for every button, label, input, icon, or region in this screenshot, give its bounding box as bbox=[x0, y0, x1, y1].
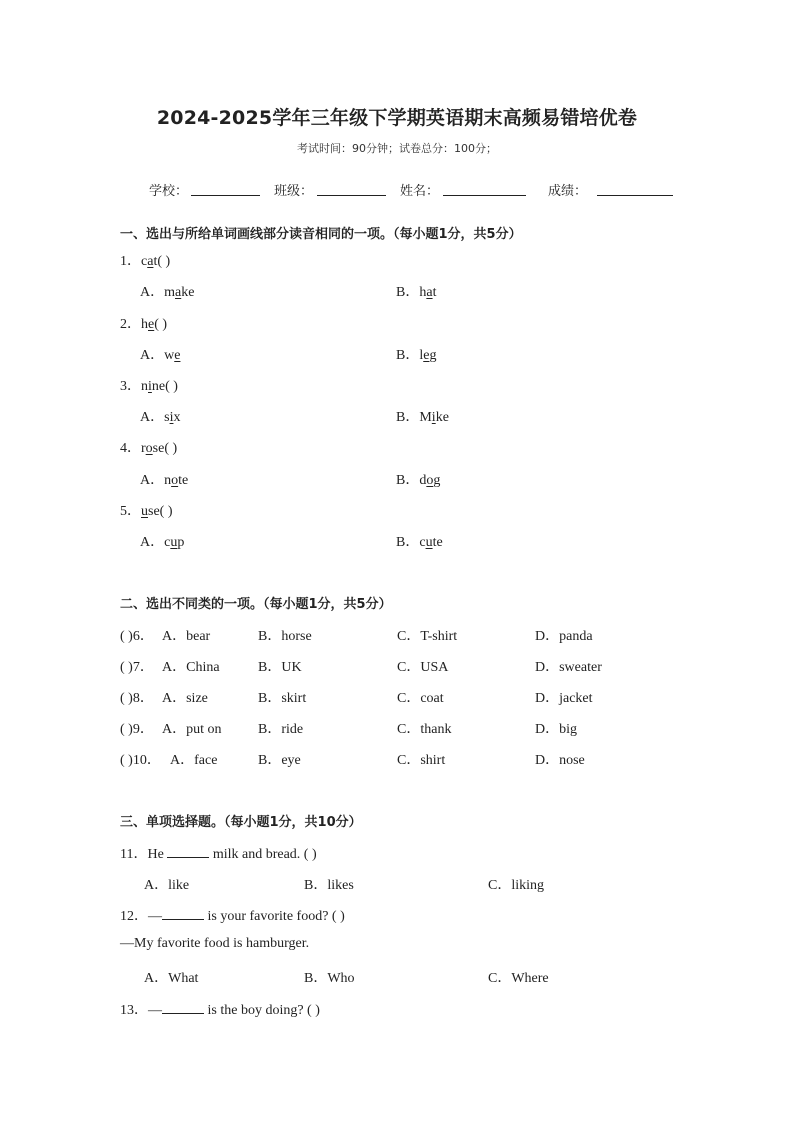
option-9d[interactable]: D．big bbox=[535, 722, 577, 737]
answer-blank[interactable] bbox=[162, 907, 204, 920]
question-9-paren[interactable]: ( )9． bbox=[120, 722, 154, 737]
option-5b[interactable]: B．cute bbox=[396, 535, 443, 550]
option-7a[interactable]: A．China bbox=[162, 660, 220, 675]
option-6b[interactable]: B．horse bbox=[258, 629, 312, 644]
option-1a[interactable]: A．make bbox=[140, 285, 195, 300]
option-10b[interactable]: B．eye bbox=[258, 753, 301, 768]
name-field[interactable] bbox=[443, 195, 526, 196]
option-11a[interactable]: A．like bbox=[144, 878, 190, 893]
option-12c[interactable]: C．Where bbox=[488, 971, 549, 986]
option-8c[interactable]: C．coat bbox=[397, 691, 444, 706]
option-4a[interactable]: A．note bbox=[140, 473, 189, 488]
option-8d[interactable]: D．jacket bbox=[535, 691, 593, 706]
option-3b[interactable]: B．Mike bbox=[396, 410, 449, 425]
answer-blank[interactable] bbox=[162, 1001, 204, 1014]
option-12a[interactable]: A．What bbox=[144, 971, 199, 986]
option-9b[interactable]: B．ride bbox=[258, 722, 304, 737]
answer-blank[interactable] bbox=[167, 845, 209, 858]
class-field[interactable] bbox=[317, 195, 386, 196]
option-4b[interactable]: B．dog bbox=[396, 473, 441, 488]
question-10-paren[interactable]: ( )10． bbox=[120, 753, 161, 768]
question-13: 13．— is the boy doing? ( ) bbox=[120, 1003, 320, 1018]
option-2a[interactable]: A．we bbox=[140, 348, 181, 363]
option-7c[interactable]: C．USA bbox=[397, 660, 449, 675]
school-field[interactable] bbox=[191, 195, 260, 196]
section-2-heading: 二、选出不同类的一项。（每小题1分，共5分） bbox=[120, 597, 392, 612]
option-12b[interactable]: B．Who bbox=[304, 971, 355, 986]
school-label: 学校： bbox=[149, 184, 189, 199]
option-7b[interactable]: B．UK bbox=[258, 660, 302, 675]
option-10a[interactable]: A．face bbox=[170, 753, 218, 768]
score-field[interactable] bbox=[597, 195, 673, 196]
option-1b[interactable]: B．hat bbox=[396, 285, 437, 300]
option-6a[interactable]: A．bear bbox=[162, 629, 211, 644]
question-12-response: —My favorite food is hamburger. bbox=[120, 936, 310, 951]
option-2b[interactable]: B．leg bbox=[396, 348, 437, 363]
option-7d[interactable]: D．sweater bbox=[535, 660, 602, 675]
question-5: 5．use( ) bbox=[120, 504, 173, 519]
question-8-paren[interactable]: ( )8． bbox=[120, 691, 154, 706]
page-title: 2024-2025学年三年级下学期英语期末高频易错培优卷 bbox=[156, 107, 638, 129]
class-label: 班级： bbox=[274, 184, 314, 199]
section-3-heading: 三、单项选择题。（每小题1分，共10分） bbox=[120, 815, 362, 830]
question-11: 11．He milk and bread. ( ) bbox=[120, 847, 317, 862]
score-label: 成绩： bbox=[548, 184, 588, 199]
option-10d[interactable]: D．nose bbox=[535, 753, 585, 768]
option-9a[interactable]: A．put on bbox=[162, 722, 222, 737]
option-10c[interactable]: C．shirt bbox=[397, 753, 446, 768]
option-5a[interactable]: A．cup bbox=[140, 535, 185, 550]
option-3a[interactable]: A．six bbox=[140, 410, 181, 425]
option-9c[interactable]: C．thank bbox=[397, 722, 452, 737]
exam-subtitle: 考试时间：90分钟；试卷总分：100分； bbox=[297, 142, 497, 155]
option-8b[interactable]: B．skirt bbox=[258, 691, 307, 706]
option-8a[interactable]: A．size bbox=[162, 691, 208, 706]
question-12: 12．— is your favorite food? ( ) bbox=[120, 909, 345, 924]
option-11c[interactable]: C．liking bbox=[488, 878, 545, 893]
question-7-paren[interactable]: ( )7． bbox=[120, 660, 154, 675]
question-3: 3．nine( ) bbox=[120, 379, 178, 394]
option-6d[interactable]: D．panda bbox=[535, 629, 593, 644]
option-6c[interactable]: C．T-shirt bbox=[397, 629, 458, 644]
section-1-heading: 一、选出与所给单词画线部分读音相同的一项。（每小题1分，共5分） bbox=[120, 227, 522, 242]
question-6-paren[interactable]: ( )6． bbox=[120, 629, 154, 644]
option-11b[interactable]: B．likes bbox=[304, 878, 354, 893]
question-2: 2．he( ) bbox=[120, 317, 168, 332]
question-4: 4．rose( ) bbox=[120, 441, 178, 456]
name-label: 姓名： bbox=[400, 184, 440, 199]
question-1: 1．cat( ) bbox=[120, 254, 171, 269]
